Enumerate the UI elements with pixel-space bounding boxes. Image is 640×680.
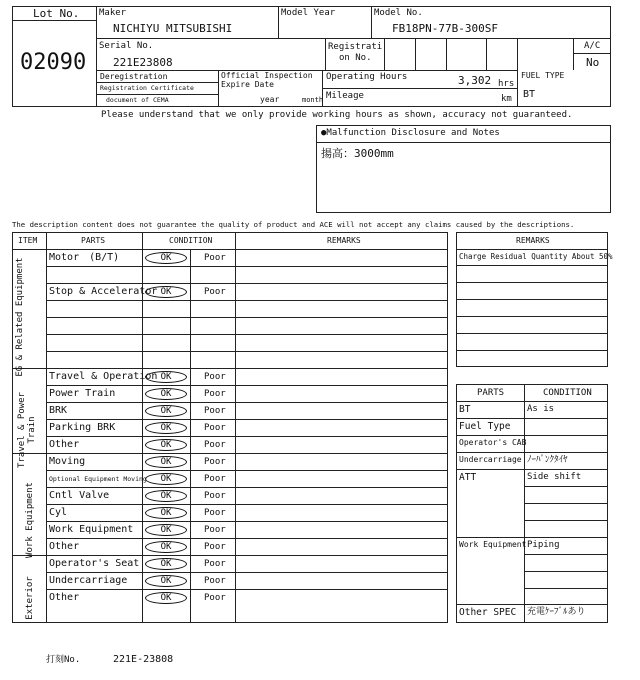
ok-circle: OK (145, 252, 187, 264)
model-year-label: Model Year (281, 8, 336, 18)
part-label: Travel & Operation (49, 371, 158, 382)
lot-label: Lot No. (33, 7, 80, 20)
ok-circle: OK (145, 558, 187, 570)
ok-circle: OK (145, 592, 187, 604)
fuel-type-value: BT (523, 89, 536, 100)
part-label: BRK (49, 405, 68, 416)
group-eg-label: EG & Related Equipment (15, 257, 25, 377)
parts-header: PARTS (477, 388, 505, 398)
lot-number: 02090 (20, 50, 87, 75)
header-condition: CONDITION (169, 236, 213, 245)
parts-row-part: BT (459, 404, 471, 415)
registration-label-2: on No. (339, 53, 372, 63)
parts-row-part: Operator's CAB (459, 438, 527, 447)
poor-label: Poor (204, 559, 226, 569)
part-label: Stop & Accelerator (49, 286, 158, 297)
model-no-value: FB18PN-77B-300SF (392, 22, 498, 35)
poor-label: Poor (204, 389, 226, 399)
registration-label-1: Registrati (328, 42, 383, 52)
ok-circle: OK (145, 388, 187, 400)
remarks-line-1: Charge Residual Quantity About 50% (459, 252, 613, 261)
poor-label: Poor (204, 457, 226, 467)
poor-label: Poor (204, 372, 226, 382)
year-label: year (260, 95, 280, 104)
parts-row-part: Other SPEC (459, 607, 517, 618)
ok-circle: OK (145, 422, 187, 434)
ac-value: No (586, 56, 600, 69)
poor-label: Poor (204, 440, 226, 450)
poor-label: Poor (204, 406, 226, 416)
malfunction-title: ●Malfunction Disclosure and Notes (321, 128, 500, 138)
hours-unit: hrs (498, 79, 515, 89)
mileage-label: Mileage (326, 91, 364, 101)
operating-hours-value: 3,302 (458, 74, 492, 87)
registration-certificate-label: Registration Certificate (100, 84, 194, 92)
condition-header: CONDITION (543, 388, 592, 398)
cema-label: document of CEMA (106, 96, 169, 104)
poor-label: Poor (204, 542, 226, 552)
header-parts: PARTS (81, 236, 106, 245)
poor-label: Poor (204, 474, 226, 484)
poor-label: Poor (204, 287, 226, 297)
maker-value: NICHIYU MITSUBISHI (113, 22, 233, 35)
part-label: Moving (49, 456, 86, 467)
km-unit: km (501, 94, 512, 104)
group-exterior-label: Exterior (25, 576, 35, 620)
part-label: Other (49, 541, 80, 552)
stamp-value: 221E-23808 (113, 654, 174, 665)
part-label: Undercarriage (49, 575, 128, 586)
month-label: month (302, 96, 324, 104)
fuel-type-label: FUEL TYPE (521, 71, 565, 80)
operating-hours-label: Operating Hours (326, 72, 408, 82)
part-label: Cyl (49, 507, 68, 518)
maker-label: Maker (99, 8, 127, 18)
hours-notice: Please understand that we only provide working hours as shown, accuracy not guaranteed. (101, 110, 573, 120)
parts-row-condition: 充電ｹｰﾌﾞﾙあり (527, 607, 586, 617)
poor-label: Poor (204, 253, 226, 263)
parts-row-part: ATT (459, 472, 477, 483)
remarks-title: REMARKS (516, 236, 550, 245)
inspection-label-2: Expire Date (221, 80, 274, 89)
part-label: Operator's Seat (49, 558, 140, 569)
part-label: Cntl Valve (49, 490, 110, 501)
parts-row-condition: ﾉｰﾊﾟﾝｸﾀｲﾔ (527, 455, 568, 465)
parts-row-part: Work Equipment (459, 540, 527, 549)
parts-row-condition: As is (527, 404, 555, 414)
ok-circle: OK (145, 541, 187, 553)
ok-circle: OK (145, 575, 187, 587)
part-label: Work Equipment (49, 524, 134, 535)
part-label: Motor (B/T) (49, 252, 120, 263)
part-label: Parking BRK (49, 422, 116, 433)
ok-circle: OK (145, 490, 187, 502)
poor-label: Poor (204, 593, 226, 603)
part-label: Optional Equipment Moving (49, 475, 147, 483)
parts-row-condition: Piping (527, 540, 560, 550)
ok-circle: OK (145, 439, 187, 451)
poor-label: Poor (204, 576, 226, 586)
part-label: Power Train (49, 388, 116, 399)
ok-circle: OK (145, 524, 187, 536)
group-work-label: Work Equipment (25, 482, 35, 558)
poor-label: Poor (204, 525, 226, 535)
part-label: Other (49, 439, 80, 450)
parts-row-part: Undercarriage (459, 455, 522, 464)
parts-row-part: Fuel Type (459, 421, 511, 432)
deregistration-label: Deregistration (100, 72, 168, 81)
model-no-label: Model No. (374, 8, 423, 18)
malfunction-content: 揚高：3000mm (321, 147, 394, 160)
group-travel-label-1: Travel & Power (17, 392, 27, 468)
ok-circle: OK (145, 507, 187, 519)
poor-label: Poor (204, 423, 226, 433)
parts-row-condition: Side shift (527, 472, 582, 482)
serial-value: 221E23808 (113, 56, 173, 69)
stamp-label: 打刻No. (46, 655, 81, 665)
malfunction-box (316, 125, 611, 213)
inspection-label-1: Official Inspection (221, 71, 313, 80)
ok-circle: OK (145, 473, 187, 485)
header-item: ITEM (18, 236, 38, 245)
serial-label: Serial No. (99, 41, 154, 51)
poor-label: Poor (204, 491, 226, 501)
disclaimer: The description content does not guarantee the quality of product and ACE will not accept any claims caused by the descriptions. (12, 220, 575, 229)
ok-circle: OK (145, 456, 187, 468)
header-remarks: REMARKS (327, 236, 361, 245)
ok-circle: OK (145, 405, 187, 417)
ok-circle: OK (145, 286, 187, 298)
group-travel-label-2: Train (27, 416, 37, 444)
ac-label: A/C (584, 41, 601, 51)
ok-circle: OK (145, 371, 187, 383)
part-label: Other (49, 592, 80, 603)
poor-label: Poor (204, 508, 226, 518)
